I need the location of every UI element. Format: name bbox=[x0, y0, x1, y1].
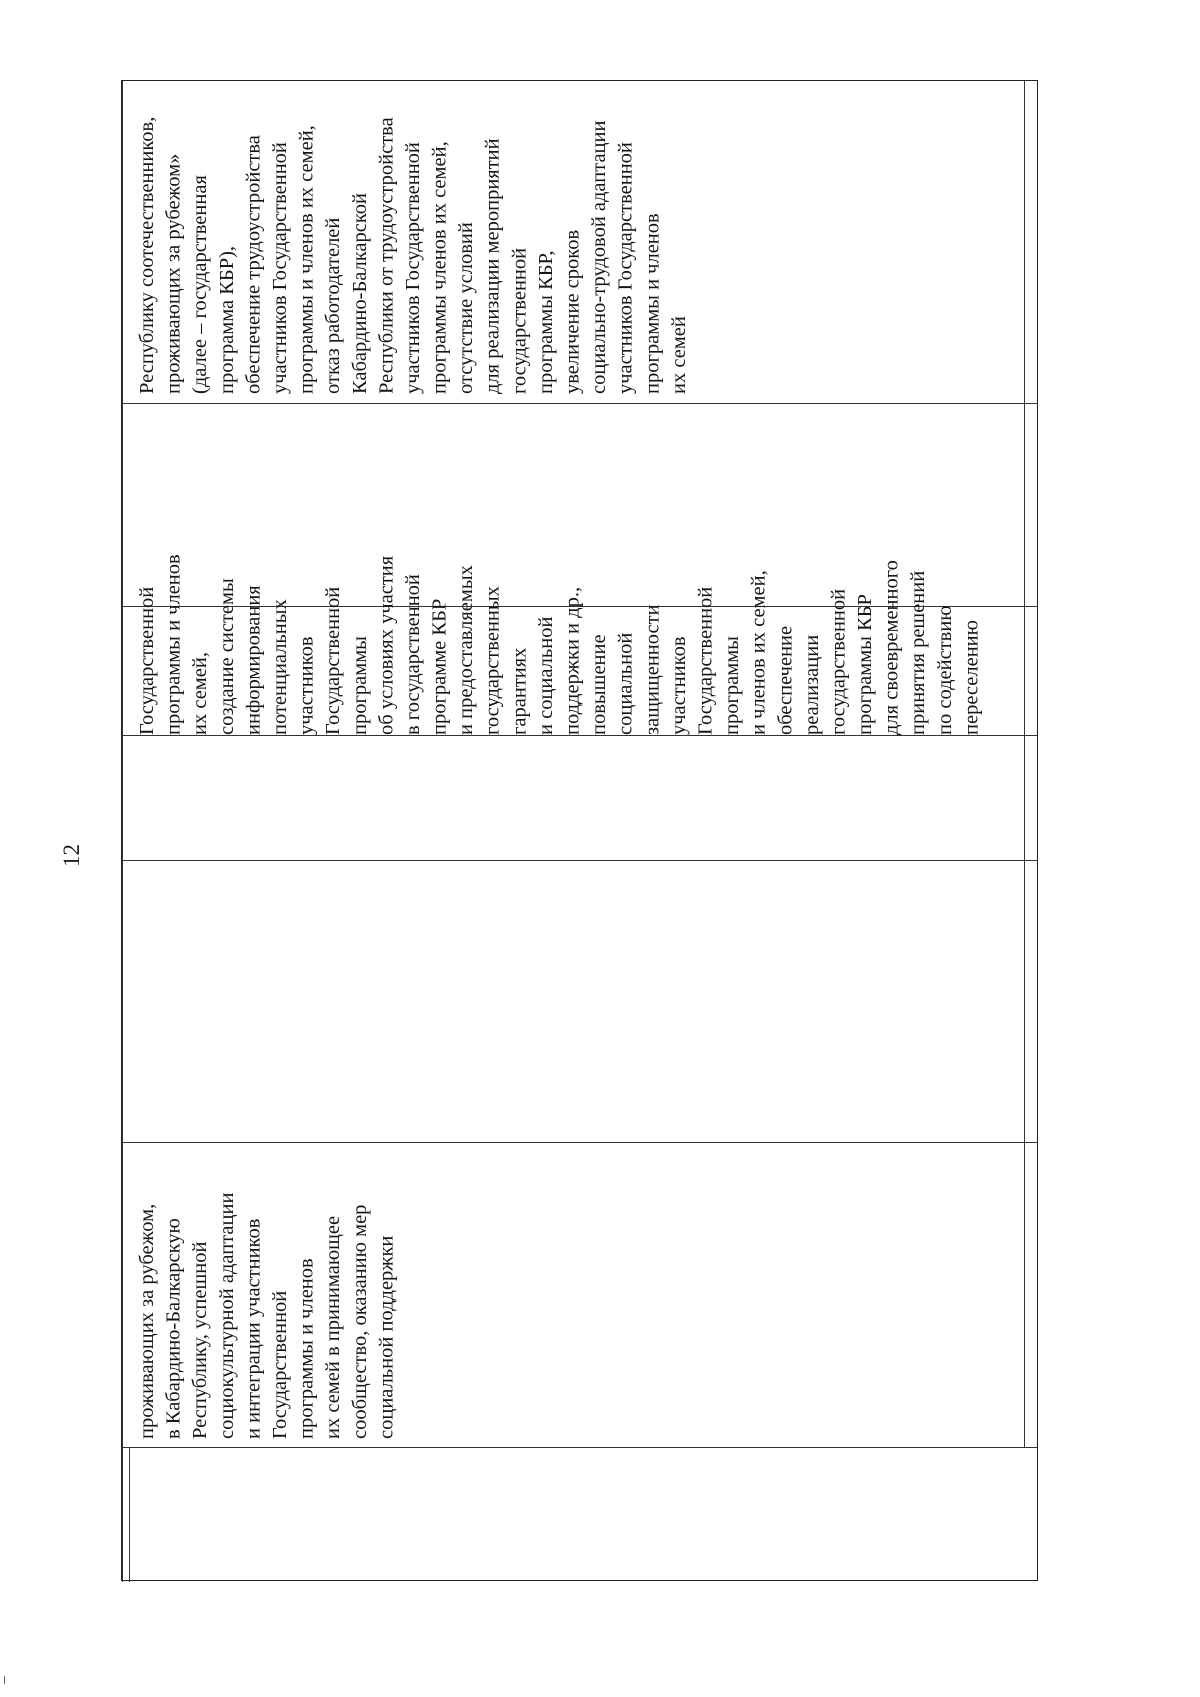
table-column-divider bbox=[122, 81, 123, 1582]
table-row-divider bbox=[122, 1447, 1037, 1448]
table-row-divider bbox=[122, 735, 1037, 736]
scan-margin-mark bbox=[4, 1676, 9, 1684]
table-row-divider bbox=[122, 860, 1037, 861]
table-column-divider bbox=[129, 1447, 130, 1582]
table-cell-goal-description: проживающих за рубежом, в Кабардино-Балкарскую Республику, успешной социокультурной адаптации и интеграции участников Государственной программы и членов их семей в принимающее сообщество, оказанию мер социальной поддержки bbox=[136, 1192, 398, 1439]
table-cell-risk-description: Республику соотечественников, проживающих за рубежом» (далее – государственная программа КБР), обеспечение трудоустройства участников Государственной программы и членов их семей, отказ работодателей Кабардино-Балкарской Республики от трудоустройства участников Государственной программы членов их семей, отсутствие условий для реализации мероприятий государственной программы КБР, увеличение сроков социально-трудовой адаптации участников Государственной программы и членов их семей bbox=[136, 116, 690, 394]
table-cell-measures-description: Государственной программы и членов их семей, создание системы информирования потенциальных участников Государственной программы об условиях участия в государственной программе КБР и предоставляемых государственных гарантиях и социальной поддержки и др., повышение социальной защищенности участников Государственной программы и членов их семей, обеспечение реализации государственной программы КБР для своевременного принятия решений по содействию переселению bbox=[136, 554, 983, 735]
table-row-divider bbox=[122, 403, 1037, 404]
table-row-divider bbox=[122, 1142, 1037, 1143]
table-column-divider bbox=[1024, 81, 1025, 1447]
page-number: 12 bbox=[59, 844, 84, 868]
document-table bbox=[121, 80, 1038, 1581]
